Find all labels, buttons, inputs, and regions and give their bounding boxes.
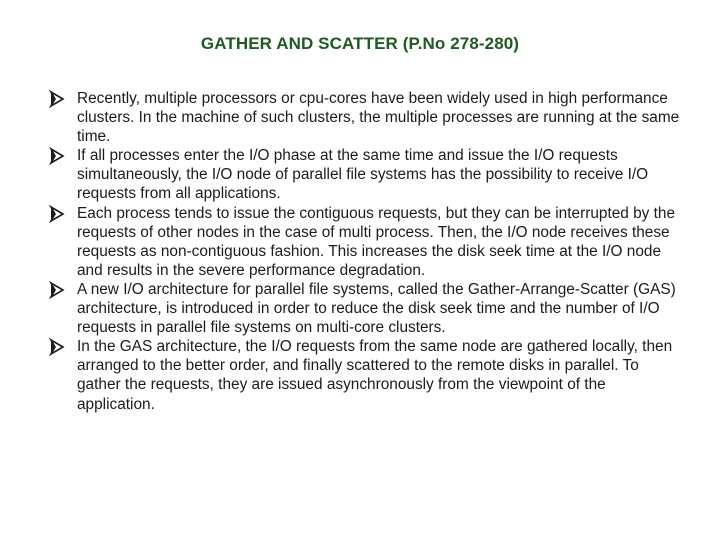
bullet-item	[48, 146, 680, 203]
bullet-item	[48, 280, 680, 337]
arrowhead-bullet-icon	[48, 337, 66, 356]
bullet-text: Recently, multiple processors or cpu-cores have been widely used in high performance clusters. In the machine of such clusters, the multiple processes are running at the same time.	[77, 90, 680, 146]
arrowhead-bullet-icon	[48, 204, 66, 223]
arrowhead-bullet-icon	[48, 280, 66, 299]
bullet-list	[48, 89, 680, 414]
arrowhead-bullet-icon	[48, 89, 66, 108]
bullet-text: In the GAS architecture, the I/O requests from the same node are gathered locally, then arranged to the better order, and finally scattered to the remote disks in parallel. To gather the requests, they are issued asynchronously from the viewpoint of the application.	[77, 338, 673, 413]
bullet-text: A new I/O architecture for parallel file systems, called the Gather-Arrange-Scatter (GAS) architecture, is introduced in order to reduce the disk seek time and the number of I/O requests in parallel file systems on multi-core clusters.	[77, 280, 676, 337]
bullet-text: Each process tends to issue the contiguous requests, but they can be interrupted by the requests of other nodes in the case of multi process. Then, the I/O node receives these requests as non-contiguous fashion. This increases the disk seek time at the I/O node and results in the severe performance degradation.	[77, 204, 676, 279]
bullet-item	[48, 89, 680, 146]
arrowhead-bullet-icon	[48, 146, 66, 165]
bullet-text: If all processes enter the I/O phase at the same time and issue the I/O requests simultaneously, the I/O node of parallel file systems has the possibility to receive I/O requests from all applications.	[77, 147, 649, 203]
bullet-item	[48, 204, 680, 280]
slide-title: GATHER AND SCATTER (P.No 278-280)	[200, 34, 520, 53]
bullet-item	[48, 337, 680, 413]
